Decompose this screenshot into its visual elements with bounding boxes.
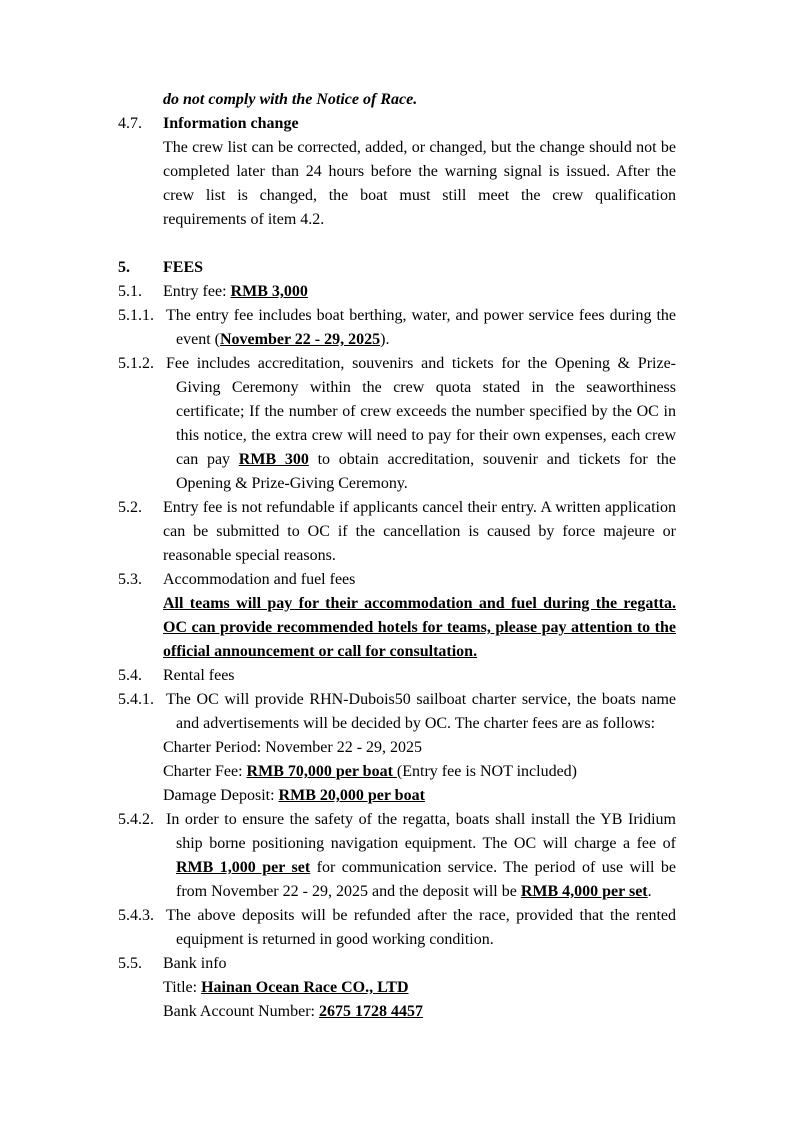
item-number: 5.	[118, 259, 130, 276]
text-run: All teams will pay for their accommodation and fuel during the regatta. OC can provide recommended hotels for teams, please pay attention to the official announcement or call for consultation.	[163, 595, 676, 660]
text-run: Bank Account Number:	[163, 1003, 319, 1020]
text-run: Entry fee is not refundable if applicants cancel their entry. A written application can be submitted to OC if the cancellation is caused by force majeure or reasonable special reasons.	[163, 499, 676, 564]
text-run: to obtain accreditation, souvenir and tickets for the Opening & Prize-Giving Ceremony.	[176, 451, 677, 492]
text-run: RMB 70,000 per boat	[246, 763, 397, 780]
list-item-4-7	[118, 112, 676, 136]
text-run: The OC will provide RHN-Dubois50 sailboat charter service, the boats name and advertisements will be decided by OC. The charter fees are as follows:	[166, 691, 676, 732]
item-text	[166, 904, 676, 952]
detail-line	[163, 760, 676, 784]
paragraph	[163, 136, 676, 232]
detail-line	[163, 736, 676, 760]
list-item-5-1	[118, 280, 676, 304]
detail-line	[163, 976, 676, 1000]
text-run: Hainan Ocean Race CO., LTD	[201, 979, 409, 996]
text-run: The above deposits will be refunded after the race, provided that the rented equipment is returned in good working condition.	[166, 907, 676, 948]
text-run: In order to ensure the safety of the regatta, boats shall install the YB Iridium ship borne positioning navigation equipment. The OC will charge a fee of	[166, 811, 676, 852]
text-run: RMB 1,000 per set	[176, 859, 311, 876]
item-text	[166, 352, 676, 496]
text-run: for communication service. The period of use will be from November 22 - 29, 2025 and the deposit will be	[176, 859, 676, 900]
list-item-5-5	[118, 952, 676, 976]
text-run: Fee includes accreditation, souvenirs and tickets for the Opening & Prize-Giving Ceremony within the crew quota stated in the seaworthiness certificate; If the number of crew exceeds the number specified by the OC in this notice, the extra crew will need to pay for their own expenses, each crew can pay	[166, 355, 676, 468]
list-item-5	[118, 256, 676, 280]
item-number: 5.4.	[118, 667, 142, 684]
item-number: 5.1.1.	[118, 307, 154, 324]
paragraph	[163, 88, 676, 112]
item-number: 5.1.2.	[118, 355, 154, 372]
text-run: November 22 - 29, 2025	[219, 331, 381, 348]
item-number: 5.5.	[118, 955, 142, 972]
paragraph	[163, 592, 676, 664]
text-run: FEES	[163, 259, 204, 276]
text-run: The entry fee includes boat berthing, water, and power service fees during the event (	[166, 307, 676, 348]
text-run: Damage Deposit:	[163, 787, 279, 804]
text-run: Bank info	[163, 955, 227, 972]
list-item-5-4-3	[118, 904, 676, 952]
list-item-5-2	[118, 496, 676, 568]
item-number: 4.7.	[118, 115, 142, 132]
text-run: Title:	[163, 979, 202, 996]
item-text	[166, 808, 676, 904]
text-run: Charter Fee:	[163, 763, 247, 780]
text-run: 2675 1728 4457	[318, 1003, 423, 1020]
text-run: ).	[380, 331, 390, 348]
text-run: RMB 300	[238, 451, 309, 468]
list-item-5-4-2	[118, 808, 676, 904]
text-run: do not comply with the Notice of Race.	[163, 91, 418, 108]
item-text	[163, 280, 676, 304]
item-text	[163, 256, 676, 280]
text-run: The crew list can be corrected, added, or changed, but the change should not be completed later than 24 hours before the warning signal is issued. After the crew list is changed, the boat must still meet the crew qualification requirements of item 4.2.	[163, 139, 676, 228]
text-run: RMB 4,000 per set	[520, 883, 648, 900]
item-text	[166, 304, 676, 352]
item-text	[163, 952, 676, 976]
detail-line	[163, 784, 676, 808]
paragraph-spacer	[118, 232, 676, 256]
text-run: Rental fees	[163, 667, 235, 684]
list-item-5-1-1	[118, 304, 676, 352]
list-item-5-1-2	[118, 352, 676, 496]
detail-line	[163, 1000, 676, 1024]
item-number: 5.4.1.	[118, 691, 154, 708]
item-number: 5.2.	[118, 499, 142, 516]
text-run: RMB 3,000	[230, 283, 308, 300]
text-run: Entry fee:	[163, 283, 231, 300]
item-number: 5.4.2.	[118, 811, 154, 828]
item-number: 5.1.	[118, 283, 142, 300]
text-run: RMB 20,000 per boat	[278, 787, 425, 804]
text-run: Information change	[163, 115, 299, 132]
item-number: 5.3.	[118, 571, 142, 588]
text-run: .	[647, 883, 652, 900]
item-number: 5.4.3.	[118, 907, 154, 924]
text-run: (Entry fee is NOT included)	[396, 763, 577, 780]
item-text	[163, 112, 676, 136]
item-text	[166, 688, 676, 736]
item-text	[163, 664, 676, 688]
list-item-5-3	[118, 568, 676, 592]
text-run: Charter Period: November 22 - 29, 2025	[163, 739, 423, 756]
text-run: Accommodation and fuel fees	[163, 571, 356, 588]
item-text	[163, 496, 676, 568]
list-item-5-4-1	[118, 688, 676, 736]
list-item-5-4	[118, 664, 676, 688]
item-text	[163, 568, 676, 592]
